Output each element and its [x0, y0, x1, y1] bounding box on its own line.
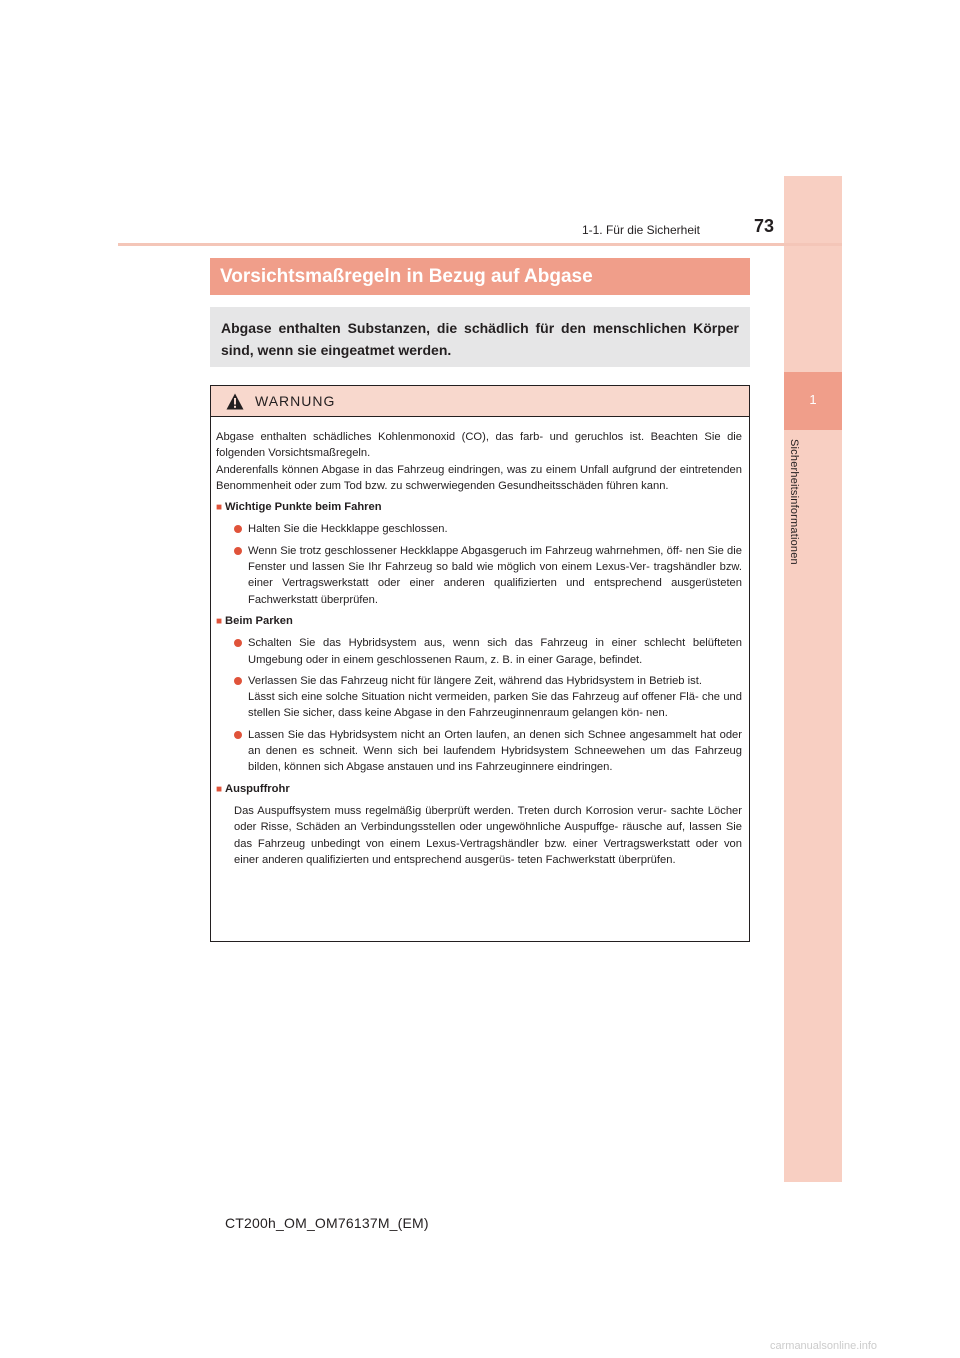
bullet-dot-icon	[234, 677, 242, 685]
square-bullet-icon: ■	[216, 615, 223, 627]
square-bullet-icon: ■	[216, 502, 223, 514]
exhaust-text: Das Auspuffsystem muss regelmäßig überprüft werden. Treten durch Korrosion verur- sachte Löcher oder Risse, Schäden an Verbindungsstellen oder ungewöhnliche Auspuffge- räusche auf, lassen Sie das Fahrzeug unbedingt von einem Lexus-Vertragshändler bzw. einer Vertragswerkstatt oder von einer anderen qualifizierten und entsprechend ausgerüs- teten Fachwerkstatt überprüfen.	[234, 804, 742, 866]
warning-header	[211, 386, 749, 417]
warning-label: WARNUNG	[255, 393, 336, 409]
list-item: Lassen Sie das Hybridsystem nicht an Orten laufen, an denen sich Schnee angesammelt hat oder an denen es schneit. Wenn sich bei laufendem Hybridsystem Schneewehen um das Fahrzeug bilden, können sich Abgase anstauen und ins Fahrzeuginnere eindringen.	[234, 727, 742, 776]
side-tab	[784, 176, 842, 1182]
document-id: CT200h_OM_OM76137M_(EM)	[225, 1215, 429, 1231]
page-title: Vorsichtsmaßregeln in Bezug auf Abgase	[210, 258, 750, 295]
bullet-dot-icon	[234, 547, 242, 555]
list-item: Schalten Sie das Hybridsystem aus, wenn sich das Fahrzeug in einer schlecht belüfteten Umgebung oder in einem geschlossenen Raum, z. B. in einer Garage, befindet.	[234, 635, 742, 668]
subheading-driving: ■ Wichtige Punkte beim Fahren	[216, 501, 382, 514]
header-rule	[118, 243, 842, 246]
list-item: Wenn Sie trotz geschlossener Heckklappe Abgasgeruch im Fahrzeug wahrnehmen, öff- nen Sie die Fenster und lassen Sie Ihr Fahrzeug so bald wie möglich von einem Lexus-Ver- tragshändler bzw. einer Vertragswerkstatt oder einer anderen qualifizierten und entsprechend ausgerüsteten Fachwerkstatt überprüfen.	[234, 543, 742, 608]
bullet-dot-icon	[234, 525, 242, 533]
bullet-dot-icon	[234, 731, 242, 739]
watermark: carmanualsonline.info	[770, 1340, 878, 1352]
warning-box	[210, 385, 750, 942]
bullet-dot-icon	[234, 639, 242, 647]
warning-intro: Anderenfalls können Abgase in das Fahrzeug eindringen, was zu einem Unfall aufgrund der eintretenden Benommenheit oder zum Tod bzw. zu schwerwiegenden Gesundheitsschäden führen kann.	[216, 463, 742, 492]
warning-intro: Abgase enthalten schädliches Kohlenmonoxid (CO), das farb- und geruchlos ist. Beachten Sie die folgenden Vorsichtsmaßregeln.	[216, 431, 742, 460]
subheading-parking: ■ Beim Parken	[216, 614, 293, 627]
subheading-exhaust: ■ Auspuffrohr	[216, 782, 290, 795]
lead-text: Abgase enthalten Substanzen, die schädlich für den menschlichen Körper sind, wenn sie eingeatmet werden.	[210, 307, 750, 367]
warning-body	[211, 417, 749, 868]
section-heading: 1-1. Für die Sicherheit	[581, 223, 700, 237]
warning-triangle-icon	[226, 393, 244, 410]
list-item: Verlassen Sie das Fahrzeug nicht für längere Zeit, während das Hybridsystem in Betrieb ist. Lässt sich eine solche Situation nicht vermeiden, parken Sie das Fahrzeug auf offener Flä- che und stellen Sie sicher, dass keine Abgase in den Fahrzeuginnenraum gelangen kön- nen.	[234, 673, 742, 722]
page-number: 73	[753, 216, 774, 236]
chapter-label: Sicherheitsinformationen	[788, 439, 800, 565]
chapter-number: 1	[809, 392, 817, 407]
square-bullet-icon: ■	[216, 783, 223, 795]
list-item: Halten Sie die Heckklappe geschlossen.	[234, 521, 742, 537]
